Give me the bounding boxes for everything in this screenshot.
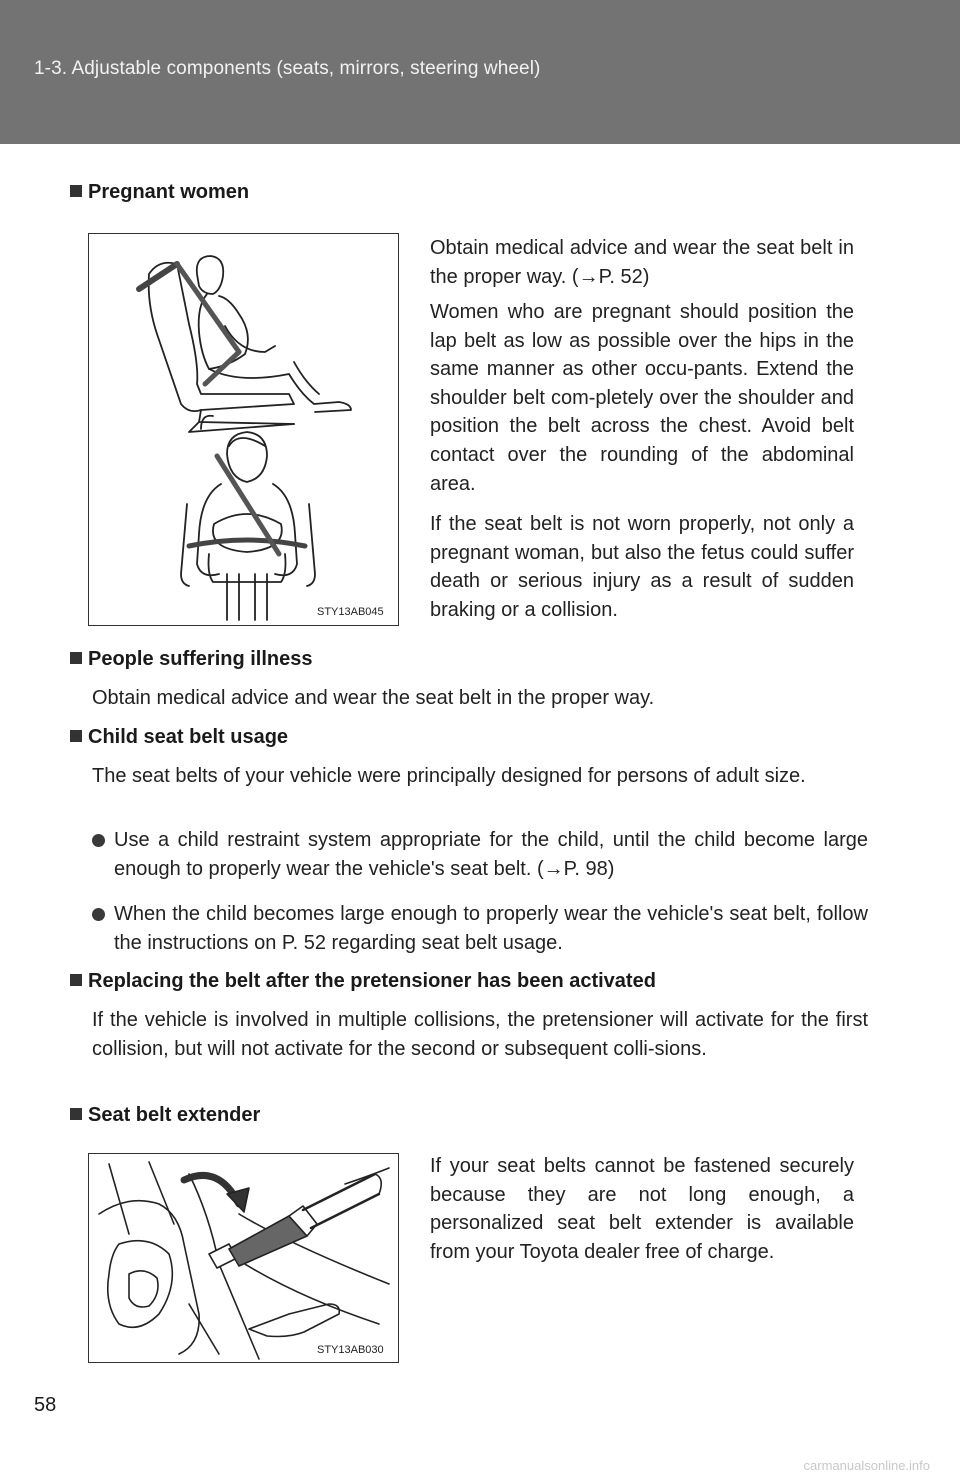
pregnant-para-2: Women who are pregnant should position the lap belt as low as possible over the hips in the same manner as other occu-pants. Extend the shoulder belt com-pletely over the shoulder and position the belt across the chest. Avoid belt contact over the rounding of the abdominal area.: [430, 301, 854, 495]
page-number: 58: [34, 1394, 57, 1416]
bullet-dot-icon: [92, 834, 105, 847]
figure-code: STY13AB030: [317, 1344, 384, 1356]
seatbelt-extender-illustration: [88, 1153, 399, 1363]
square-bullet-icon: [70, 730, 82, 742]
bullet-text: Use a child restraint system appropriate for the child, until the child become large enough to properly wear the vehicle's seat belt. (→P. 98): [114, 829, 868, 880]
extender-text: If your seat belts cannot be fastened securely because they are not long enough, a personalized seat belt extender is available from your Toyota dealer free of charge.: [430, 1155, 854, 1263]
section-heading-pregnant: [70, 181, 249, 204]
heading-text: People suffering illness: [88, 648, 313, 670]
pretensioner-text: If the vehicle is involved in multiple collisions, the pretensioner will activate for the first collision, but will not activate for the second or subsequent colli-sions.: [92, 1009, 868, 1060]
chapter-header-band: [0, 0, 960, 144]
bullet-dot-icon: [92, 908, 105, 921]
pregnant-woman-illustration: [88, 233, 399, 626]
pregnant-para-1: Obtain medical advice and wear the seat belt in the proper way. (→P. 52): [430, 237, 854, 288]
seatbelt-extender-drawing: [89, 1154, 397, 1361]
watermark-text: carmanualsonline.info: [803, 1458, 930, 1473]
square-bullet-icon: [70, 652, 82, 664]
child-text: The seat belts of your vehicle were principally designed for persons of adult size.: [92, 765, 806, 787]
pregnant-para-3: If the seat belt is not worn properly, not only a pregnant woman, but also the fetus could suffer death or serious injury as a result of sudden braking or a collision.: [430, 513, 854, 621]
bullet-text: When the child becomes large enough to properly wear the vehicle's seat belt, follow the instructions on P. 52 regarding seat belt usage.: [114, 903, 868, 954]
illness-text: Obtain medical advice and wear the seat belt in the proper way.: [92, 687, 655, 709]
figure-code: STY13AB045: [317, 606, 384, 618]
chapter-title: 1-3. Adjustable components (seats, mirrors, steering wheel): [34, 58, 541, 79]
heading-text: Pregnant women: [88, 181, 250, 203]
pregnant-seatbelt-drawing: [89, 234, 397, 624]
heading-text: Replacing the belt after the pretensioner has been activated: [88, 970, 656, 992]
heading-text: Child seat belt usage: [88, 726, 289, 748]
heading-text: Seat belt extender: [88, 1104, 261, 1126]
section-heading-extender: [70, 1104, 260, 1127]
section-heading-child: [70, 726, 288, 749]
child-bullet-1: [92, 826, 868, 884]
section-heading-pretensioner: [70, 970, 656, 993]
section-heading-illness: [70, 648, 313, 671]
square-bullet-icon: [70, 185, 82, 197]
square-bullet-icon: [70, 1108, 82, 1120]
child-bullet-2: [92, 900, 868, 958]
square-bullet-icon: [70, 974, 82, 986]
